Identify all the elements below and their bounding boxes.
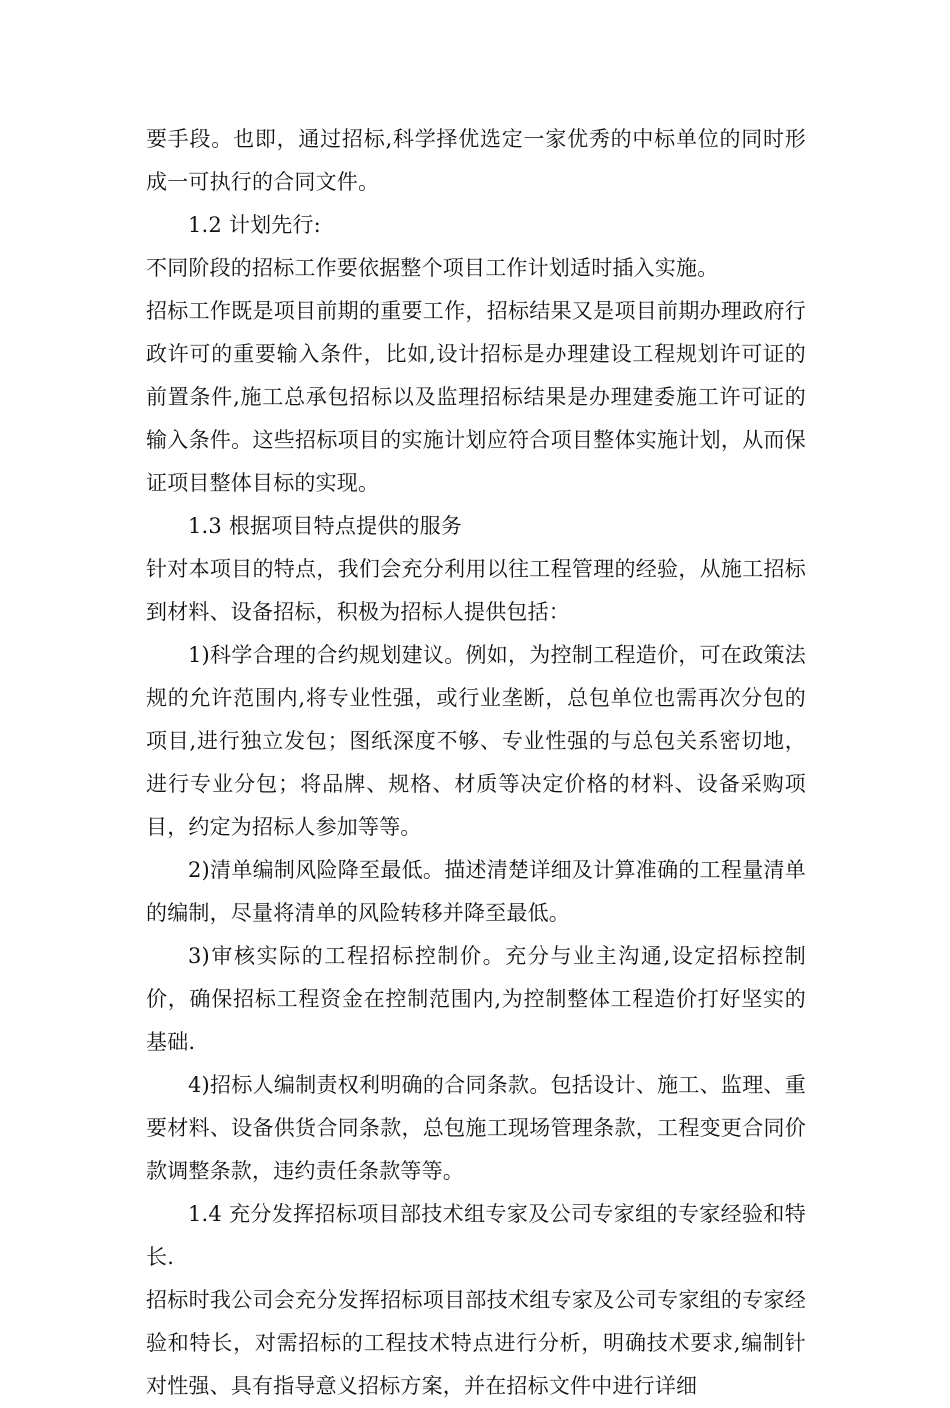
section-heading-1-2: 1.2 计划先行: bbox=[188, 213, 321, 237]
list-item-1: 1)科学合理的合约规划建议。例如，为控制工程造价，可在政策法规的允许范围内,将专业性强，或行业垄断，总包单位也需再次分包的项目,进行独立发包；图纸深度不够、专业性强的与总包关系密切地，进行专业分包；将品牌、规格、材质等决定价格的材料、设备采购项目，约定为招标人参加等等。 bbox=[146, 643, 806, 839]
paragraph-2: 不同阶段的招标工作要依据整个项目工作计划适时插入实施。 bbox=[146, 256, 719, 280]
document-body bbox=[146, 118, 806, 1408]
list-item-3: 3)审核实际的工程招标控制价。充分与业主沟通,设定招标控制价，确保招标工程资金在控制范围内,为控制整体工程造价打好坚实的基础. bbox=[146, 944, 806, 1054]
paragraph-4: 针对本项目的特点，我们会充分利用以往工程管理的经验，从施工招标到材料、设备招标，积极为招标人提供包括： bbox=[146, 557, 806, 624]
section-heading-1-4: 1.4 充分发挥招标项目部技术组专家及公司专家组的专家经验和特长. bbox=[146, 1202, 806, 1269]
section-heading-1-3: 1.3 根据项目特点提供的服务 bbox=[188, 514, 463, 538]
list-item-2: 2)清单编制风险降至最低。描述清楚详细及计算准确的工程量清单的编制，尽量将清单的风险转移并降至最低。 bbox=[146, 858, 806, 925]
paragraph-5: 招标时我公司会充分发挥招标项目部技术组专家及公司专家组的专家经验和特长，对需招标的工程技术特点进行分析，明确技术要求,编制针对性强、具有指导意义招标方案，并在招标文件中进行详细 bbox=[146, 1288, 806, 1398]
list-item-4: 4)招标人编制责权利明确的合同条款。包括设计、施工、监理、重要材料、设备供货合同条款，总包施工现场管理条款，工程变更合同价款调整条款，违约责任条款等等。 bbox=[146, 1073, 806, 1183]
paragraph-3: 招标工作既是项目前期的重要工作，招标结果又是项目前期办理政府行政许可的重要输入条件，比如,设计招标是办理建设工程规划许可证的前置条件,施工总承包招标以及监理招标结果是办理建委施工许可证的输入条件。这些招标项目的实施计划应符合项目整体实施计划，从而保证项目整体目标的实现。 bbox=[146, 299, 806, 495]
paragraph-1: 要手段。也即，通过招标,科学择优选定一家优秀的中标单位的同时形成一可执行的合同文件。 bbox=[146, 127, 806, 194]
